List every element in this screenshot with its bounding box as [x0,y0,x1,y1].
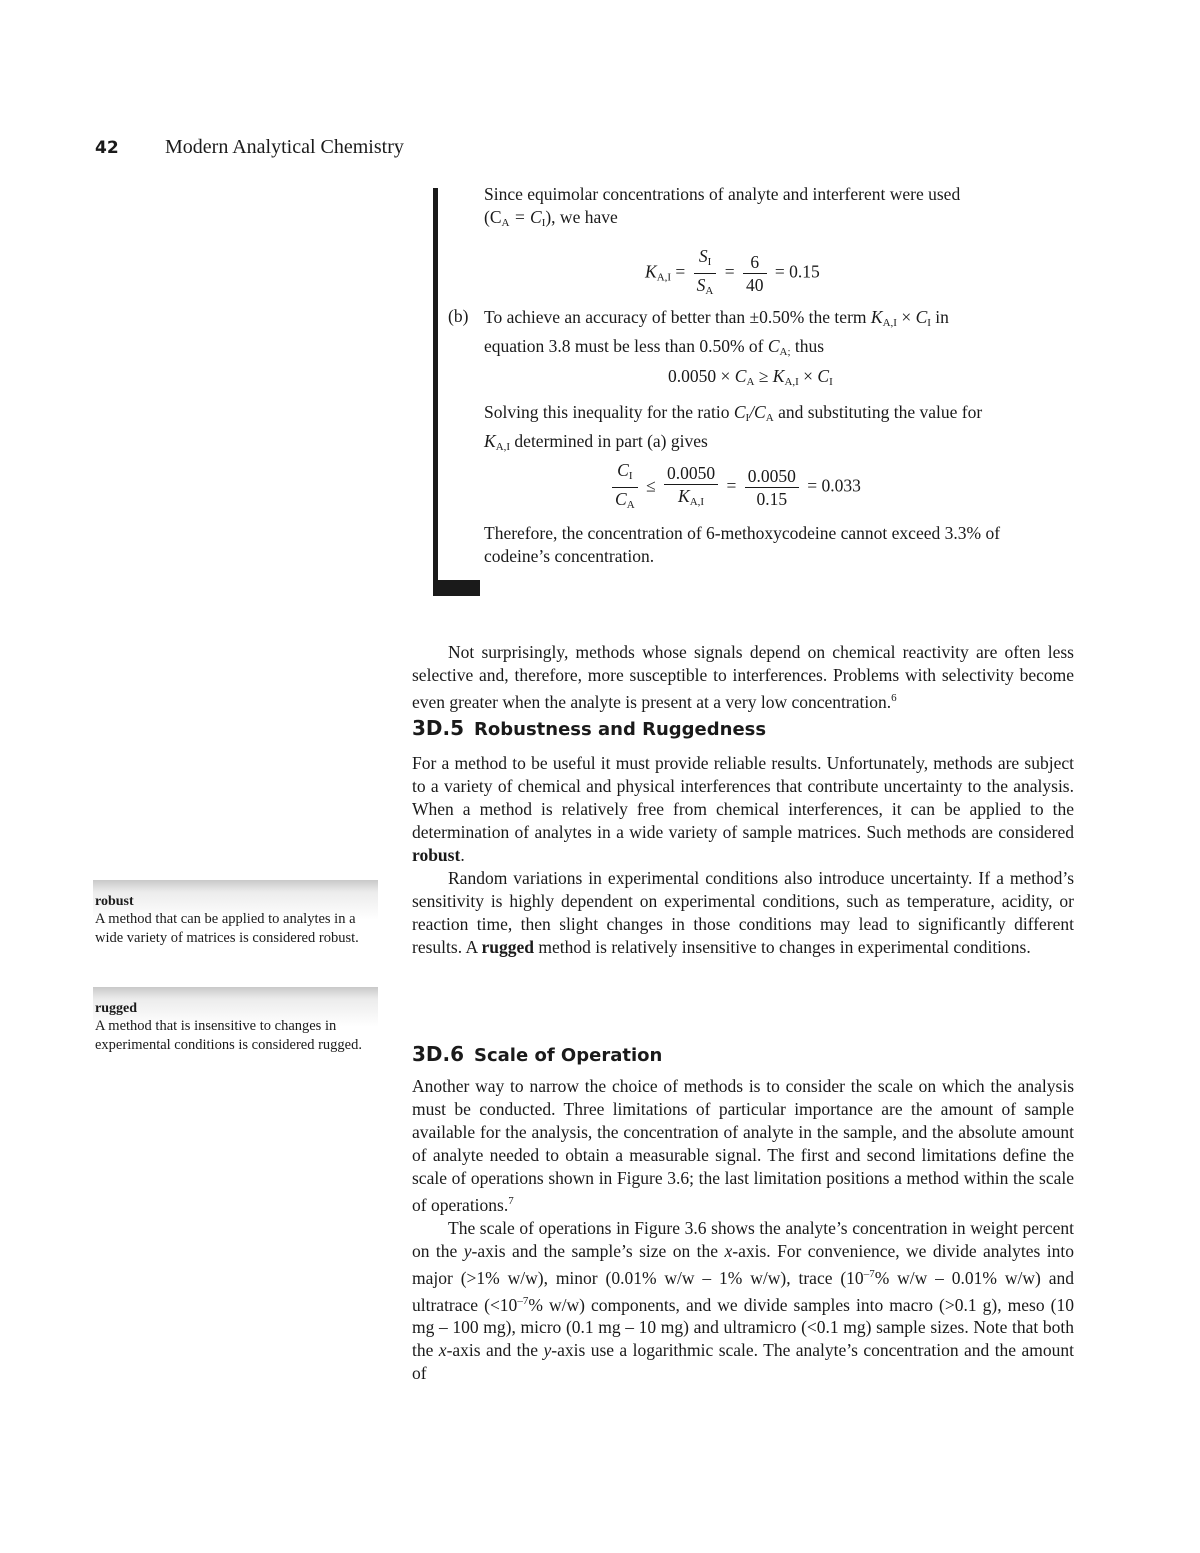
equation-ratio-limit: $\frac{C_I}{C_A}$ ≤ $\frac{0.0050}{K_{A,I}}$ = $\frac{0.0050}{0.15}$ = 0.033 [608,459,861,516]
paragraph-selectivity: Not surprisingly, methods whose signals depend on chemical reactivity are often less selective and, therefore, more susceptible to interferences. Problems with selectivity become even greater when the analyte is present at a very low concentration.$^6$ [412,642,1074,712]
part-b-label: (b) [448,306,469,326]
part-b-text: To achieve an accuracy of better than ±0.50% the term $K_{A,I} \times C_I$ in equation 3.8 must be less than 0.50% of $C_{A;}$ thus [484,307,949,358]
glossary-term: robust [95,894,134,909]
glossary-rugged [93,987,378,1055]
section-heading-3d5: 3D.5 Robustness and Ruggedness [412,716,767,740]
equation-inequality: $0.0050 \times C_A \ge K_{A,I} \times C_I$ [668,366,833,388]
example-end-marker [433,580,480,596]
term-rugged: rugged [481,937,535,957]
example-intro-line1: Since equimolar concentrations of analyte and interferent were used [484,184,961,204]
section-3d5-body: For a method to be useful it must provide reliable results. Unfortunately, methods are subject to a variety of chemical and physical interferences that contribute uncertainty to the analysis. When a method is relatively free from chemical interferences, it can be applied to the determination of analytes in a wide variety of sample matrices. Such methods are considered robust. Random variations in experimental conditions also introduce uncertainty. If a method’s sensitivity is highly dependent on experimental conditions, such as temperature, acidity, or reaction time, then slight changes in those conditions may lead to significantly different results. A rugged method is relatively insensitive to changes in experimental conditions. [412,753,1074,957]
section-3d6-body: Another way to narrow the choice of methods is to consider the scale on which the analysis must be conducted. Three limitations of particular importance are the amount of sample available for the analysis, the concentration of analyte in the sample, and the absolute amount of analyte needed to obtain a measurable signal. The first and second limitations define the scale of operations shown in Figure 3.6; the last limitation positions a method within the scale of operations.$^7$ The scale of operations in Figure 3.6 shows the analyte’s concentration in weight percent on the y-axis and the sample’s size on the x-axis. For convenience, we divide analytes into major (>1% w/w), minor (0.01% w/w – 1% w/w), trace ($10^{-7}\%$ w/w – 0.01% w/w) and ultratrace ($<10^{-7}\%$ w/w) components, and we divide samples into macro (>0.1 g), meso (10 mg – 100 mg), micro (0.1 mg – 10 mg) and ultramicro (<0.1 mg) sample sizes. Note that both the x-axis and the y-axis use a logarithmic scale. The analyte’s concentration and the amount of [412,1076,1075,1384]
solving-text: Solving this inequality for the ratio $C_I/C_A$ and substituting the value for $K_{A,I}$ determined in part (a) gives [484,402,983,453]
book-title: Modern Analytical Chemistry [165,136,404,158]
glossary-robust [93,880,378,948]
running-head [95,136,404,159]
glossary-term: rugged [95,1001,137,1016]
example-intro-line2: $(C_A = C_I)$, we have [484,207,618,229]
example-side-rule [433,188,438,586]
therefore-text: Therefore, the concentration of 6-methoxycodeine cannot exceed 3.3% of codeine’s concentration. [484,523,1001,566]
glossary-definition: A method that can be applied to analytes in a wide variety of matrices is considered robust. [95,911,359,946]
term-robust: robust [412,845,461,865]
section-heading-3d6: 3D.6 Scale of Operation [412,1042,663,1066]
example-intro [484,183,1074,235]
page-number: 42 [95,138,119,158]
glossary-definition: A method that is insensitive to changes in experimental conditions is considered rugged. [95,1018,362,1053]
equation-selectivity-coefficient: $K_{A,I}$ = $\frac{S_I}{S_A}$ = $\frac{6}{40}$ = 0.15 [645,246,820,297]
